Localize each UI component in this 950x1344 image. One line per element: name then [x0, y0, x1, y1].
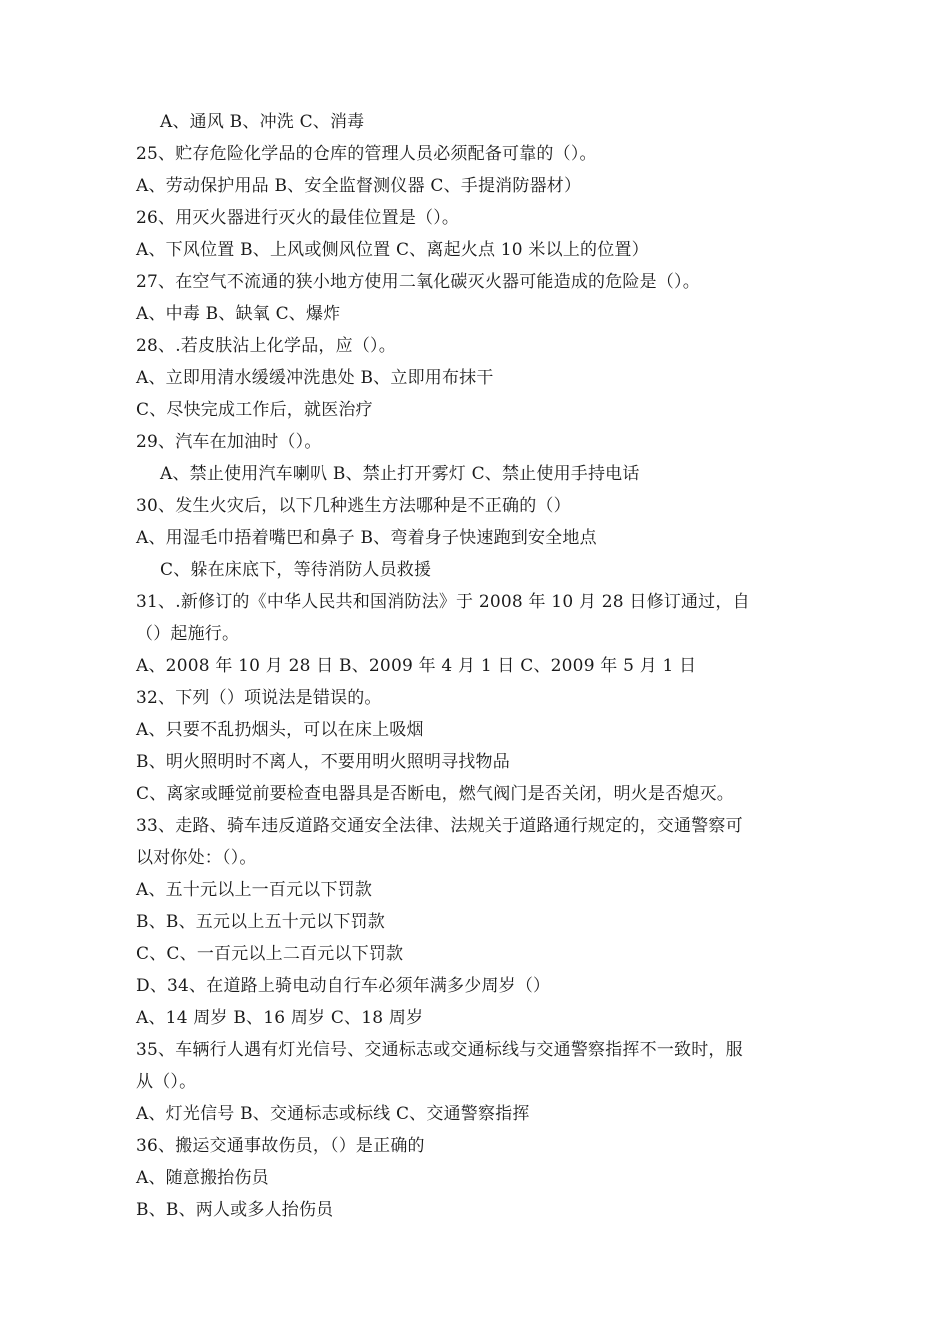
text-line: 31、.新修订的《中华人民共和国消防法》于 2008 年 10 月 28 日修订通过，自 [136, 592, 750, 612]
text-line: 28、.若皮肤沾上化学品，应（）。 [136, 336, 396, 356]
text-line: C、尽快完成工作后，就医治疗 [136, 400, 373, 420]
text-line: A、随意搬抬伤员 [136, 1168, 269, 1188]
text-line: A、14 周岁 B、16 周岁 C、18 周岁 [136, 1008, 424, 1028]
text-line: 以对你处：（）。 [136, 848, 257, 868]
text-line: A、只要不乱扔烟头，可以在床上吸烟 [136, 720, 424, 740]
text-line: A、五十元以上一百元以下罚款 [136, 880, 373, 900]
text-line: 30、发生火灾后，以下几种逃生方法哪种是不正确的（） [136, 496, 571, 516]
text-line: A、中毒 B、缺氧 C、爆炸 [136, 304, 341, 324]
text-line: 33、走路、骑车违反道路交通安全法律、法规关于道路通行规定的，交通警察可 [136, 816, 743, 836]
text-line: 29、汽车在加油时（）。 [136, 432, 322, 452]
text-line: 35、车辆行人遇有灯光信号、交通标志或交通标线与交通警察指挥不一致时，服 [136, 1040, 743, 1060]
question-list [136, 106, 816, 1226]
text-line: A、2008 年 10 月 28 日 B、2009 年 4 月 1 日 C、2009 年 5 月 1 日 [136, 656, 697, 676]
text-line: A、灯光信号 B、交通标志或标线 C、交通警察指挥 [136, 1104, 530, 1124]
text-line: A、立即用清水缓缓冲洗患处 B、立即用布抹干 [136, 368, 494, 388]
text-line: D、34、在道路上骑电动自行车必须年满多少周岁（） [136, 976, 551, 996]
text-line: （）起施行。 [136, 624, 240, 644]
text-line: A、通风 B、冲洗 C、消毒 [160, 112, 365, 132]
text-line: B、B、五元以上五十元以下罚款 [136, 912, 385, 932]
text-line: 26、用灭火器进行灭火的最佳位置是（）。 [136, 208, 460, 228]
text-line: 32、下列（）项说法是错误的。 [136, 688, 382, 708]
text-line: 25、贮存危险化学品的仓库的管理人员必须配备可靠的（）。 [136, 144, 597, 164]
text-line: 从（）。 [136, 1072, 197, 1092]
text-line: A、劳动保护用品 B、安全监督测仪器 C、手提消防器材） [136, 176, 582, 196]
text-line: C、C、一百元以上二百元以下罚款 [136, 944, 404, 964]
text-line: C、离家或睡觉前要检查电器具是否断电，燃气阀门是否关闭，明火是否熄灭。 [136, 784, 735, 804]
text-line: A、禁止使用汽车喇叭 B、禁止打开雾灯 C、禁止使用手持电话 [160, 464, 640, 484]
text-line: 27、在空气不流通的狭小地方使用二氧化碳灭火器可能造成的危险是（）。 [136, 272, 700, 292]
text-line: A、用湿毛巾捂着嘴巴和鼻子 B、弯着身子快速跑到安全地点 [136, 528, 597, 548]
text-line: 36、搬运交通事故伤员，（）是正确的 [136, 1136, 425, 1156]
text-line: A、下风位置 B、上风或侧风位置 C、离起火点 10 米以上的位置） [136, 240, 649, 260]
text-line: B、明火照明时不离人，不要用明火照明寻找物品 [136, 752, 510, 772]
text-line: C、躲在床底下，等待消防人员救援 [160, 560, 432, 580]
text-line: B、B、两人或多人抬伤员 [136, 1200, 334, 1220]
